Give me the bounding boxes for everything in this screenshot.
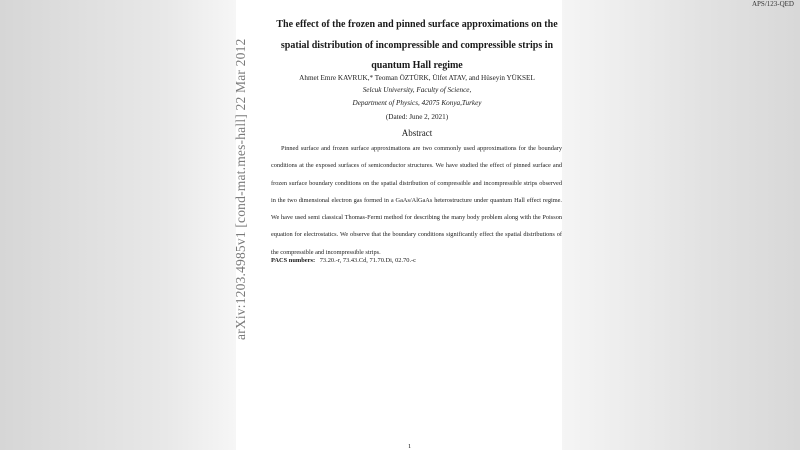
title-line: spatial distribution of incompressible and compressible strips in — [280, 39, 554, 51]
pacs-value: 73.20.-r, 73.43.Cd, 71.70.Di, 02.70.-c — [319, 257, 417, 264]
left-margin-background — [0, 0, 236, 450]
page-number: 1 — [408, 443, 412, 450]
affiliation — [266, 84, 568, 109]
right-margin-background — [562, 0, 800, 450]
pacs-label: PACS numbers: — [271, 257, 316, 264]
author-list: Ahmet Emre KAVRUK,* Teoman ÖZTÜRK, Ülfet ATAV, and Hüseyin YÜKSEL — [299, 74, 535, 82]
document-id: APS/123-QED — [751, 0, 794, 8]
affiliation-line: Department of Physics, 42075 Konya,Turkey — [352, 98, 482, 107]
pacs-numbers — [271, 257, 562, 264]
affiliation-line: Selcuk University, Faculty of Science, — [362, 86, 472, 94]
arxiv-stamp: arXiv:1203.4985v1 [cond-mat.mes-hall] 22 Mar 2012 — [233, 38, 248, 340]
date-line: (Dated: June 2, 2021) — [385, 113, 449, 121]
abstract-body: Pinned surface and frozen surface approximations are two commonly used approximations for the boundary conditions at the exposed surfaces of semiconductor structures. We have studied the effect of pinned surface and frozen surface boundary conditions on the spatial distribution of compressible and incompressible strips observed in the two dimensional electron gas formed in a GaAs/AlGaAs heterostructure under quantum Hall effect regime. We have used semi classical Thomas-Fermi method for describing the many body problem along with the Poisson equation for electrostatics. We observe that the boundary conditions significantly effect the spatial distributions of the compressible and incompressible strips. — [271, 145, 562, 256]
paper-title — [266, 15, 568, 77]
title-line: quantum Hall regime — [371, 60, 463, 71]
abstract-heading: Abstract — [401, 128, 433, 138]
title-line: The effect of the frozen and pinned surface approximations on the — [276, 19, 558, 30]
